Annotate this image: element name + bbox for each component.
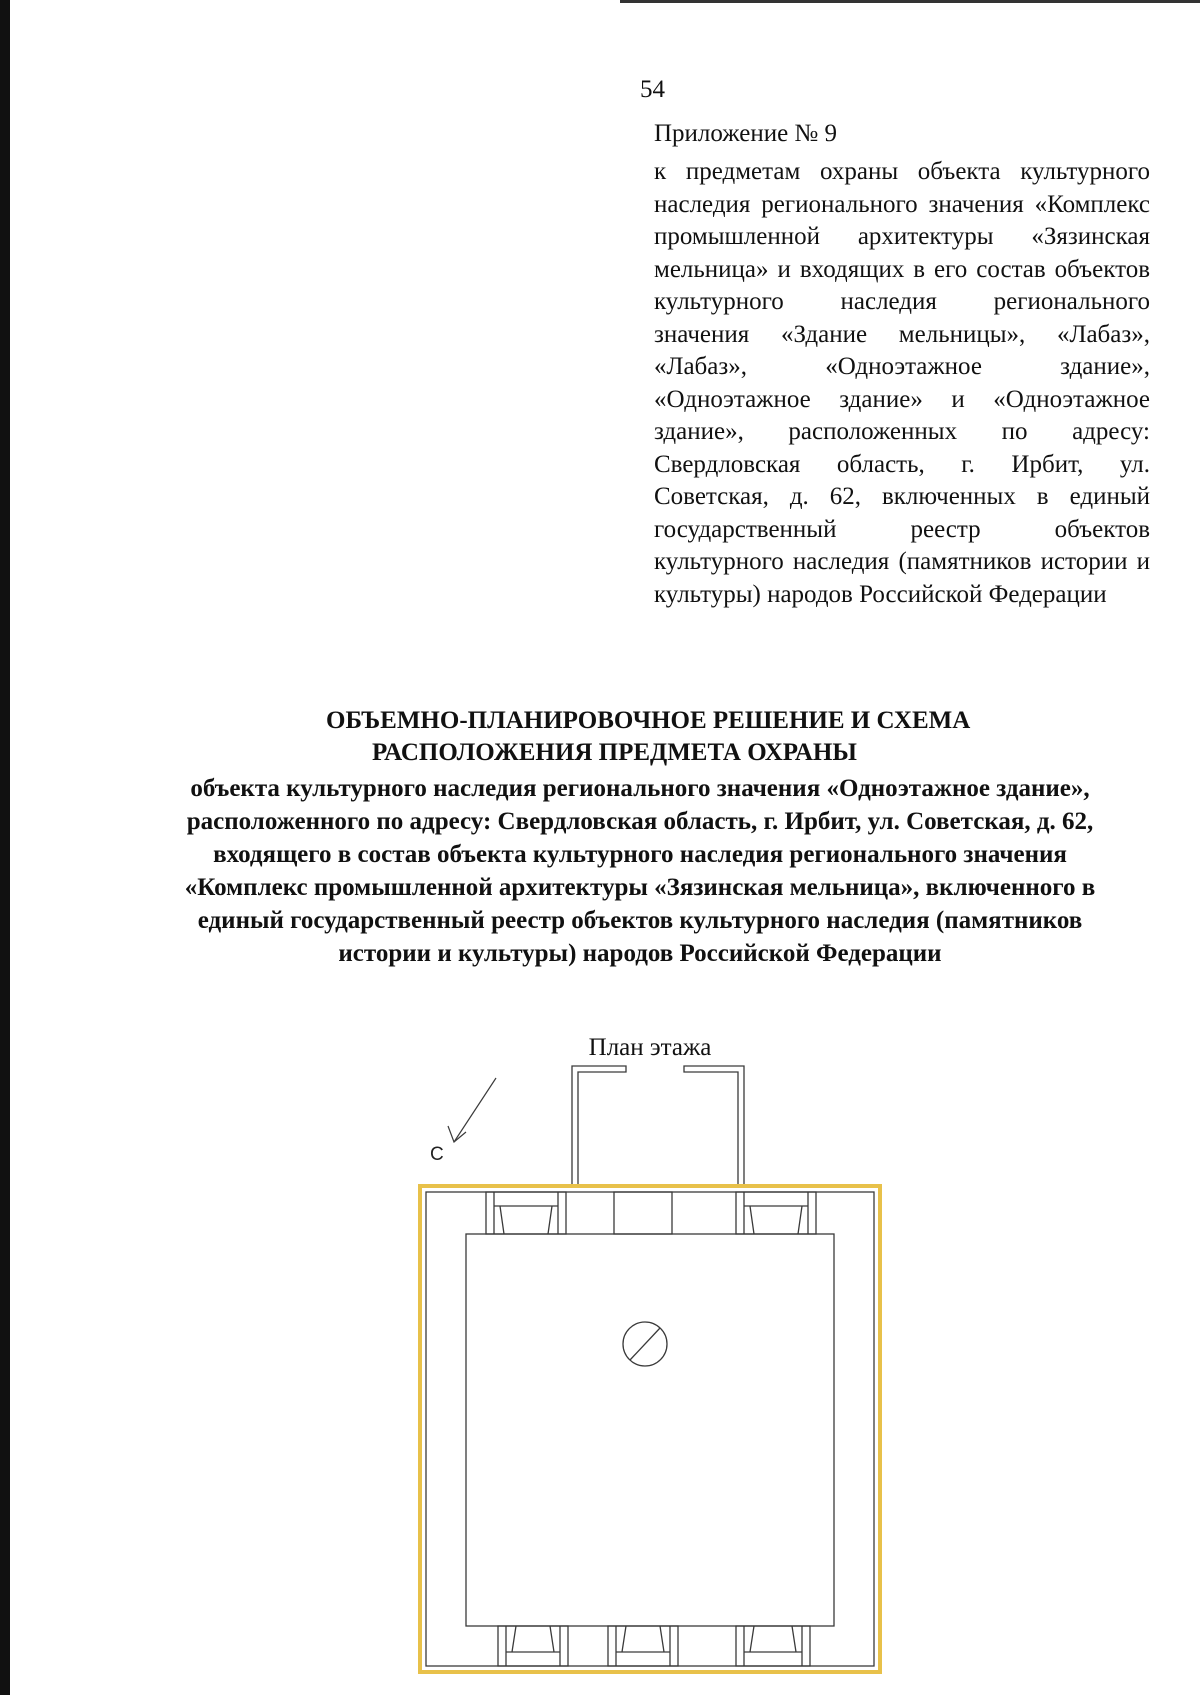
north-arrow-icon	[448, 1078, 496, 1142]
heading-subtitle: объекта культурного наследия регионального значения «Одноэтажное здание», расположенного по адресу: Свердловская область, г. Ирбит, ул. Советская, д. 62, входящего в состав объекта культурного наследия регионального значения «Комплекс промышленной архитектуры «Зязинская мельница», включенного в единый государственный реестр объектов культурного наследия (памятников истории и культуры) народов Российской Федерации	[184, 775, 1096, 967]
appendix-text: к предметам охраны объекта культурного наследия регионального значения «Комплекс промышленной архитектуры «Зязинская мельница» и входящих в его состав объектов культурного наследия регионального значения «Здание мельницы», «Лабаз», «Лабаз», «Одноэтажное здание», «Одноэтажное здание» и «Одноэтажное здание», расположенных по адресу: Свердловская область, г. Ирбит, ул. Советская, д. 62, включенных в единый государственный реестр объектов культурного наследия (памятников истории и культуры) народов Российской Федерации	[654, 158, 1150, 608]
plan-label: План этажа	[588, 1034, 712, 1061]
heading-line-1: ОБЪЕМНО-ПЛАНИРОВОЧНОЕ РЕШЕНИЕ И СХЕМА	[326, 707, 971, 734]
window-bottom-center	[608, 1626, 678, 1666]
window-top-left	[486, 1192, 566, 1234]
inner-wall	[466, 1234, 834, 1626]
window-bottom-left	[498, 1626, 568, 1666]
window-top-center	[614, 1192, 672, 1234]
north-label: С	[430, 1144, 444, 1165]
window-bottom-right	[736, 1626, 810, 1666]
window-top-right	[736, 1192, 816, 1234]
page-number: 54	[640, 76, 665, 103]
protection-boundary	[420, 1186, 880, 1672]
heading-line-2: РАСПОЛОЖЕНИЯ ПРЕДМЕТА ОХРАНЫ	[372, 739, 857, 766]
porch-walls	[572, 1066, 744, 1188]
chimney-symbol-icon	[623, 1322, 667, 1366]
appendix-title: Приложение № 9	[654, 120, 838, 147]
outer-wall	[426, 1192, 874, 1666]
